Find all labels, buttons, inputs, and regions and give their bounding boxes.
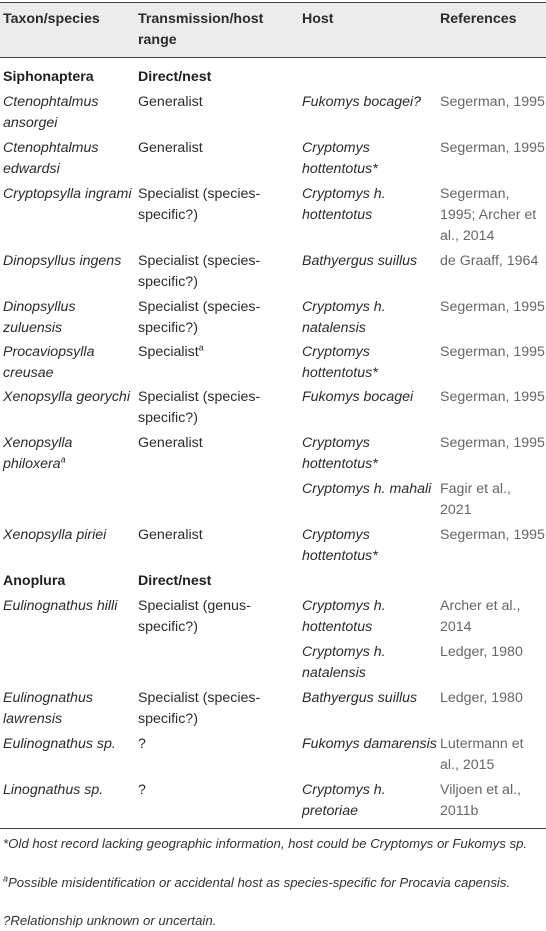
reference-cell: Archer et al., 2014 (440, 598, 521, 635)
taxon-cell: Linognathus sp. (3, 782, 104, 798)
taxon-cell: Xenopsylla piriei (3, 527, 107, 543)
taxon-text: Xenopsylla philoxera (3, 435, 73, 472)
reference-cell: Lutermann et al., 2015 (440, 736, 524, 773)
reference-cell: Segerman, 1995 (440, 389, 545, 405)
taxon-cell: Eulinognathus sp. (3, 736, 116, 752)
taxon-cell: Ctenophtalmus ansorgei (3, 94, 99, 131)
transmission-cell: ? (138, 782, 146, 798)
footnote-a-text: Possible misidentification or accidental host as species-specific for Procavia capensis. (8, 875, 511, 890)
reference-cell: Segerman, 1995 (440, 94, 545, 110)
taxon-cell: Dinopsyllus zuluensis (3, 299, 76, 336)
transmission-cell: ? (138, 736, 146, 752)
transmission-cell: Generalist (138, 435, 203, 451)
transmission-cell: Specialist (species-specific?) (138, 389, 261, 426)
footnote-marker: a (60, 454, 66, 465)
host-cell: Cryptomys h. hottentotus (302, 598, 386, 635)
transmission-cell: Specialist (species-specific?) (138, 690, 261, 727)
footnote-a (3, 873, 543, 892)
footnote-a-marker: a (3, 873, 9, 884)
reference-cell: Segerman, 1995 (440, 140, 545, 156)
taxon-cell: Eulinognathus lawrensis (3, 690, 93, 727)
reference-cell: Fagir et al., 2021 (440, 481, 511, 518)
transmission-cell: Specialist (species-specific?) (138, 186, 261, 223)
host-cell: Cryptomys hottentotus* (302, 344, 378, 381)
transmission-cell: Specialist (species-specific?) (138, 299, 261, 336)
reference-cell: Ledger, 1980 (440, 690, 523, 706)
table-header (0, 3, 546, 57)
host-cell: Cryptomys h. mahali (302, 481, 432, 497)
host-cell: Bathyergus suillus (302, 253, 418, 269)
header-taxon: Taxon/species (3, 11, 100, 27)
taxon-cell: Cryptopsylla ingrami (3, 186, 132, 202)
transmission-cell: Generalist (138, 94, 203, 110)
transmission-cell: Specialist (genus-specific?) (138, 598, 251, 635)
reference-cell: Segerman, 1995; Archer et al., 2014 (440, 186, 537, 244)
taxon-cell: Ctenophtalmus edwardsi (3, 140, 99, 177)
transmission-cell: Generalist (138, 527, 203, 543)
transmission-cell (138, 342, 298, 363)
taxon-cell: Eulinognathus hilli (3, 598, 118, 614)
host-cell: Cryptomys hottentotus* (302, 435, 378, 472)
host-cell: Fukomys bocagei? (302, 94, 422, 110)
host-cell: Fukomys bocagei (302, 389, 414, 405)
transmission-text: Specialist (138, 344, 199, 360)
reference-cell: Ledger, 1980 (440, 644, 523, 660)
transmission-cell: Generalist (138, 140, 203, 156)
transmission-cell: Specialist (species-specific?) (138, 253, 261, 290)
footnote-star: *Old host record lacking geographic information, host could be Cryptomys or Fukomys sp. (3, 836, 528, 851)
reference-cell: Segerman, 1995 (440, 344, 545, 360)
footnote-question: ?Relationship unknown or uncertain. (3, 913, 217, 928)
reference-cell: Segerman, 1995 (440, 435, 545, 451)
reference-cell: Segerman, 1995 (440, 527, 545, 543)
footnote-rule (0, 828, 546, 829)
host-cell: Cryptomys h. hottentotus (302, 186, 386, 223)
host-cell: Cryptomys h. natalensis (302, 644, 386, 681)
footnote-marker: a (198, 342, 204, 353)
reference-cell: Segerman, 1995 (440, 299, 545, 315)
header-transmission: Transmission/host range (138, 11, 264, 48)
group-name: Siphonaptera (3, 69, 94, 85)
taxon-cell (3, 433, 133, 475)
header-references: References (440, 11, 517, 27)
taxon-cell: Dinopsyllus ingens (3, 253, 122, 269)
host-cell: Cryptomys hottentotus* (302, 527, 378, 564)
taxon-cell: Xenopsylla georychi (3, 389, 130, 405)
host-cell: Cryptomys hottentotus* (302, 140, 378, 177)
header-host: Host (302, 11, 334, 27)
group-name: Anoplura (3, 573, 66, 589)
host-cell: Cryptomys h. pretoriae (302, 782, 386, 819)
group-mode: Direct/nest (138, 69, 212, 85)
host-cell: Bathyergus suillus (302, 690, 418, 706)
host-cell: Fukomys damarensis (302, 736, 437, 752)
reference-cell: Viljoen et al., 2011b (440, 782, 521, 819)
reference-cell: de Graaff, 1964 (440, 253, 539, 269)
taxon-cell: Procaviopsylla creusae (3, 344, 95, 381)
header-rule (0, 57, 546, 58)
host-cell: Cryptomys h. natalensis (302, 299, 386, 336)
group-mode: Direct/nest (138, 573, 212, 589)
